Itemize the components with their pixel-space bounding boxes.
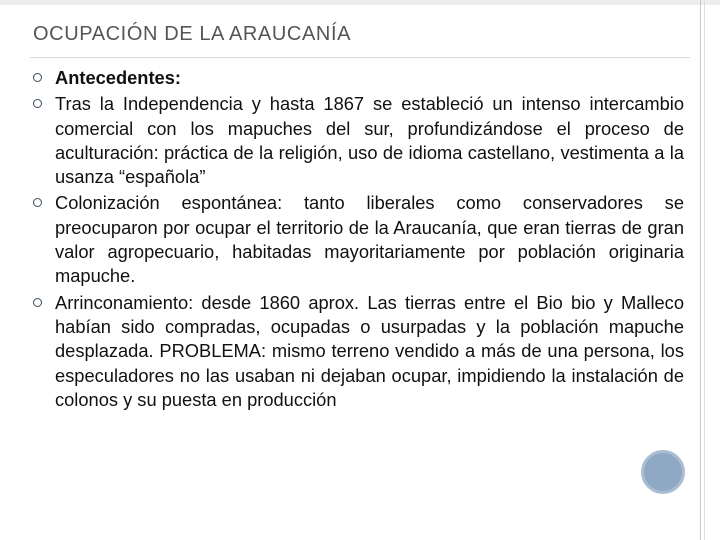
bullet-list bbox=[32, 66, 684, 414]
title-divider bbox=[30, 57, 690, 58]
right-border-line-inner bbox=[704, 0, 705, 540]
slide-title: OCUPACIÓN DE LA ARAUCANÍA bbox=[33, 23, 352, 45]
ring-bullet-icon bbox=[33, 73, 42, 82]
ring-bullet-icon bbox=[33, 99, 42, 108]
top-decor-rule bbox=[0, 0, 720, 5]
corner-decor-circle bbox=[641, 450, 685, 494]
right-border-line bbox=[700, 0, 701, 540]
list-item bbox=[32, 291, 684, 412]
list-item bbox=[32, 191, 684, 288]
bullet-text: Colonización espontánea: tanto liberales como conservadores se preocuparon por ocupar el territorio de la Araucanía, que eran tierras de gran valor agropecuario, habitadas mayoritariamente por población originaria mapuche. bbox=[55, 192, 684, 287]
bullet-text: Tras la Independencia y hasta 1867 se estableció un intenso intercambio comercial con los mapuches del sur, profundizándose el proceso de aculturación: práctica de la religión, uso de idioma castellano, vestimenta a la usanza “española” bbox=[55, 93, 684, 188]
list-item bbox=[32, 66, 684, 90]
bullet-text: Antecedentes: bbox=[55, 67, 181, 88]
list-item bbox=[32, 92, 684, 189]
bullet-text: Arrinconamiento: desde 1860 aprox. Las tierras entre el Bio bio y Malleco habían sido compradas, ocupadas o usurpadas y la población mapuche desplazada. PROBLEMA: mismo terreno vendido a más de una persona, los especuladores no las usaban ni dejaban ocupar, impidiendo la instalación de colonos y su puesta en producción bbox=[55, 291, 684, 410]
ring-bullet-icon bbox=[33, 298, 42, 307]
ring-bullet-icon bbox=[33, 198, 42, 207]
